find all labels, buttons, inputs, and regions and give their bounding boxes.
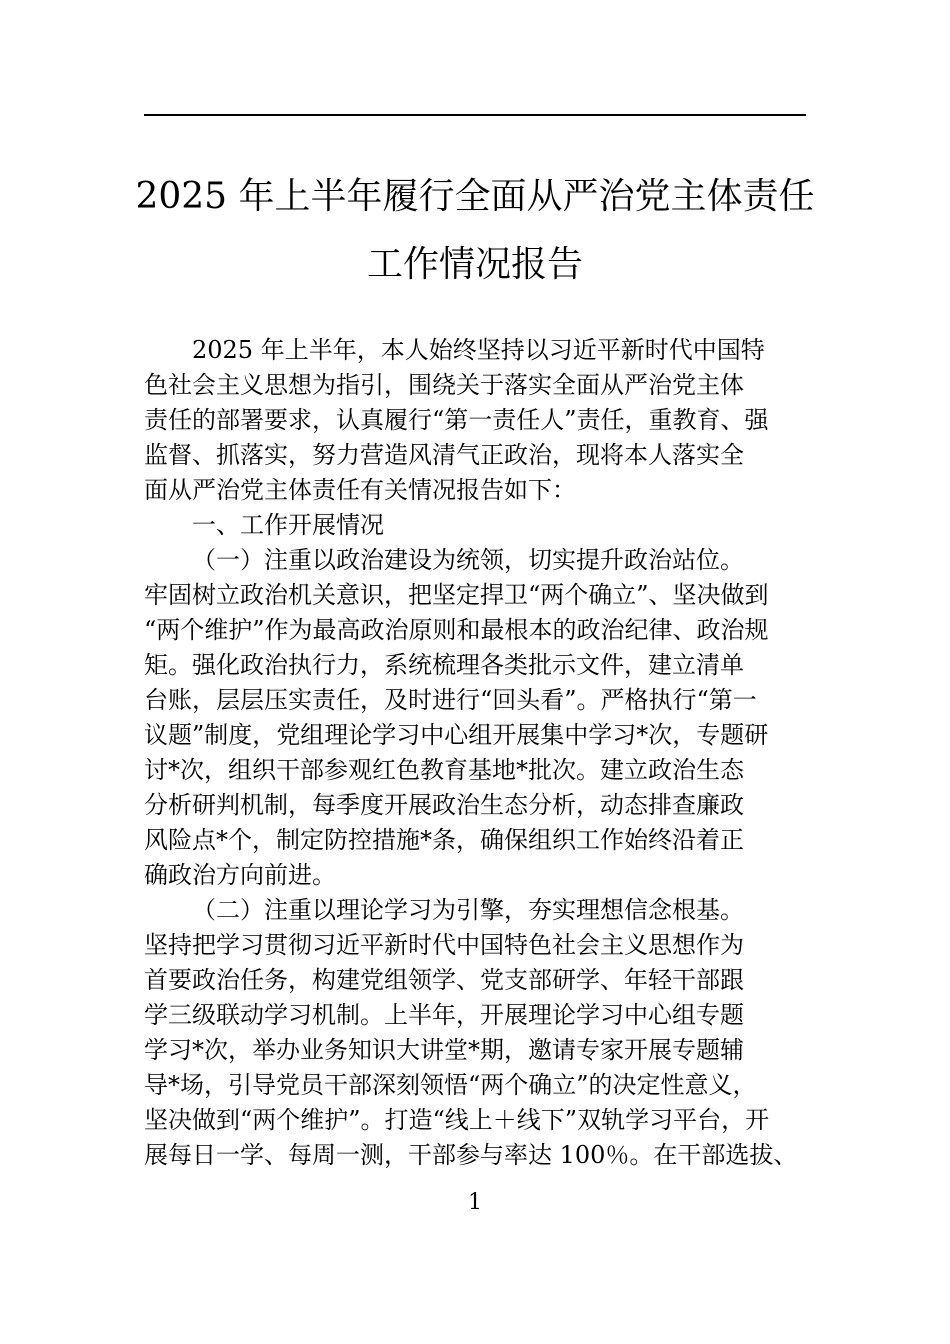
paragraph-line: 学习*次，举办业务知识大讲堂*期，邀请专家开展专题辅 <box>144 1036 744 1064</box>
paragraph-line: 台账，层层压实责任，及时进行“回头看”。严格执行“第一 <box>144 686 757 714</box>
document-title-line-2: 工作情况报告 <box>366 244 583 285</box>
paragraph-line: 牢固树立政治机关意识，把坚定捍卫“两个确立”、坚决做到 <box>144 581 769 609</box>
paragraph-line: 首要政治任务，构建党组领学、党支部研学、年轻干部跟 <box>144 966 744 994</box>
header-rule <box>144 114 806 116</box>
paragraph-line: 确政治方向前进。 <box>144 861 336 889</box>
document-body <box>144 333 824 1173</box>
subsection-heading: （一）注重以政治建设为统领，切实提升政治站位。 <box>192 546 744 574</box>
paragraph-line: 色社会主义思想为指引，围绕关于落实全面从严治党主体 <box>144 371 744 399</box>
paragraph-line: 责任的部署要求，认真履行“第一责任人”责任，重教育、强 <box>144 406 769 434</box>
paragraph-line: 展每日一学、每周一测，干部参与率达 100％。在干部选拔、 <box>144 1141 798 1169</box>
paragraph-line: 坚决做到“两个维护”。打造“线上＋线下”双轨学习平台，开 <box>144 1106 770 1134</box>
document-title-line-1: 2025 年上半年履行全面从严治党主体责任 <box>135 176 815 217</box>
paragraph-line: 2025 年上半年，本人始终坚持以习近平新时代中国特 <box>192 336 765 364</box>
paragraph-line: “两个维护”作为最高政治原则和最根本的政治纪律、政治规 <box>144 616 769 644</box>
paragraph-line: 监督、抓落实，努力营造风清气正政治，现将本人落实全 <box>144 441 744 469</box>
page-number: 1 <box>468 1190 482 1215</box>
paragraph-line: 面从严治党主体责任有关情况报告如下： <box>144 476 576 504</box>
subsection-heading: （二）注重以理论学习为引擎，夯实理想信念根基。 <box>192 896 744 924</box>
section-heading: 一、工作开展情况 <box>192 511 384 539</box>
paragraph-line: 风险点*个，制定防控措施*条，确保组织工作始终沿着正 <box>144 826 744 854</box>
paragraph-line: 议题”制度，党组理论学习中心组开展集中学习*次，专题研 <box>144 721 769 749</box>
paragraph-line: 导*场，引导党员干部深刻领悟“两个确立”的决定性意义， <box>144 1071 757 1099</box>
paragraph-line: 坚持把学习贯彻习近平新时代中国特色社会主义思想作为 <box>144 931 744 959</box>
paragraph-line: 讨*次，组织干部参观红色教育基地*批次。建立政治生态 <box>144 756 744 784</box>
paragraph-line: 矩。强化政治执行力，系统梳理各类批示文件，建立清单 <box>144 651 744 679</box>
paragraph-line: 分析研判机制，每季度开展政治生态分析，动态排查廉政 <box>144 791 744 819</box>
paragraph-line: 学三级联动学习机制。上半年，开展理论学习中心组专题 <box>144 1001 744 1029</box>
